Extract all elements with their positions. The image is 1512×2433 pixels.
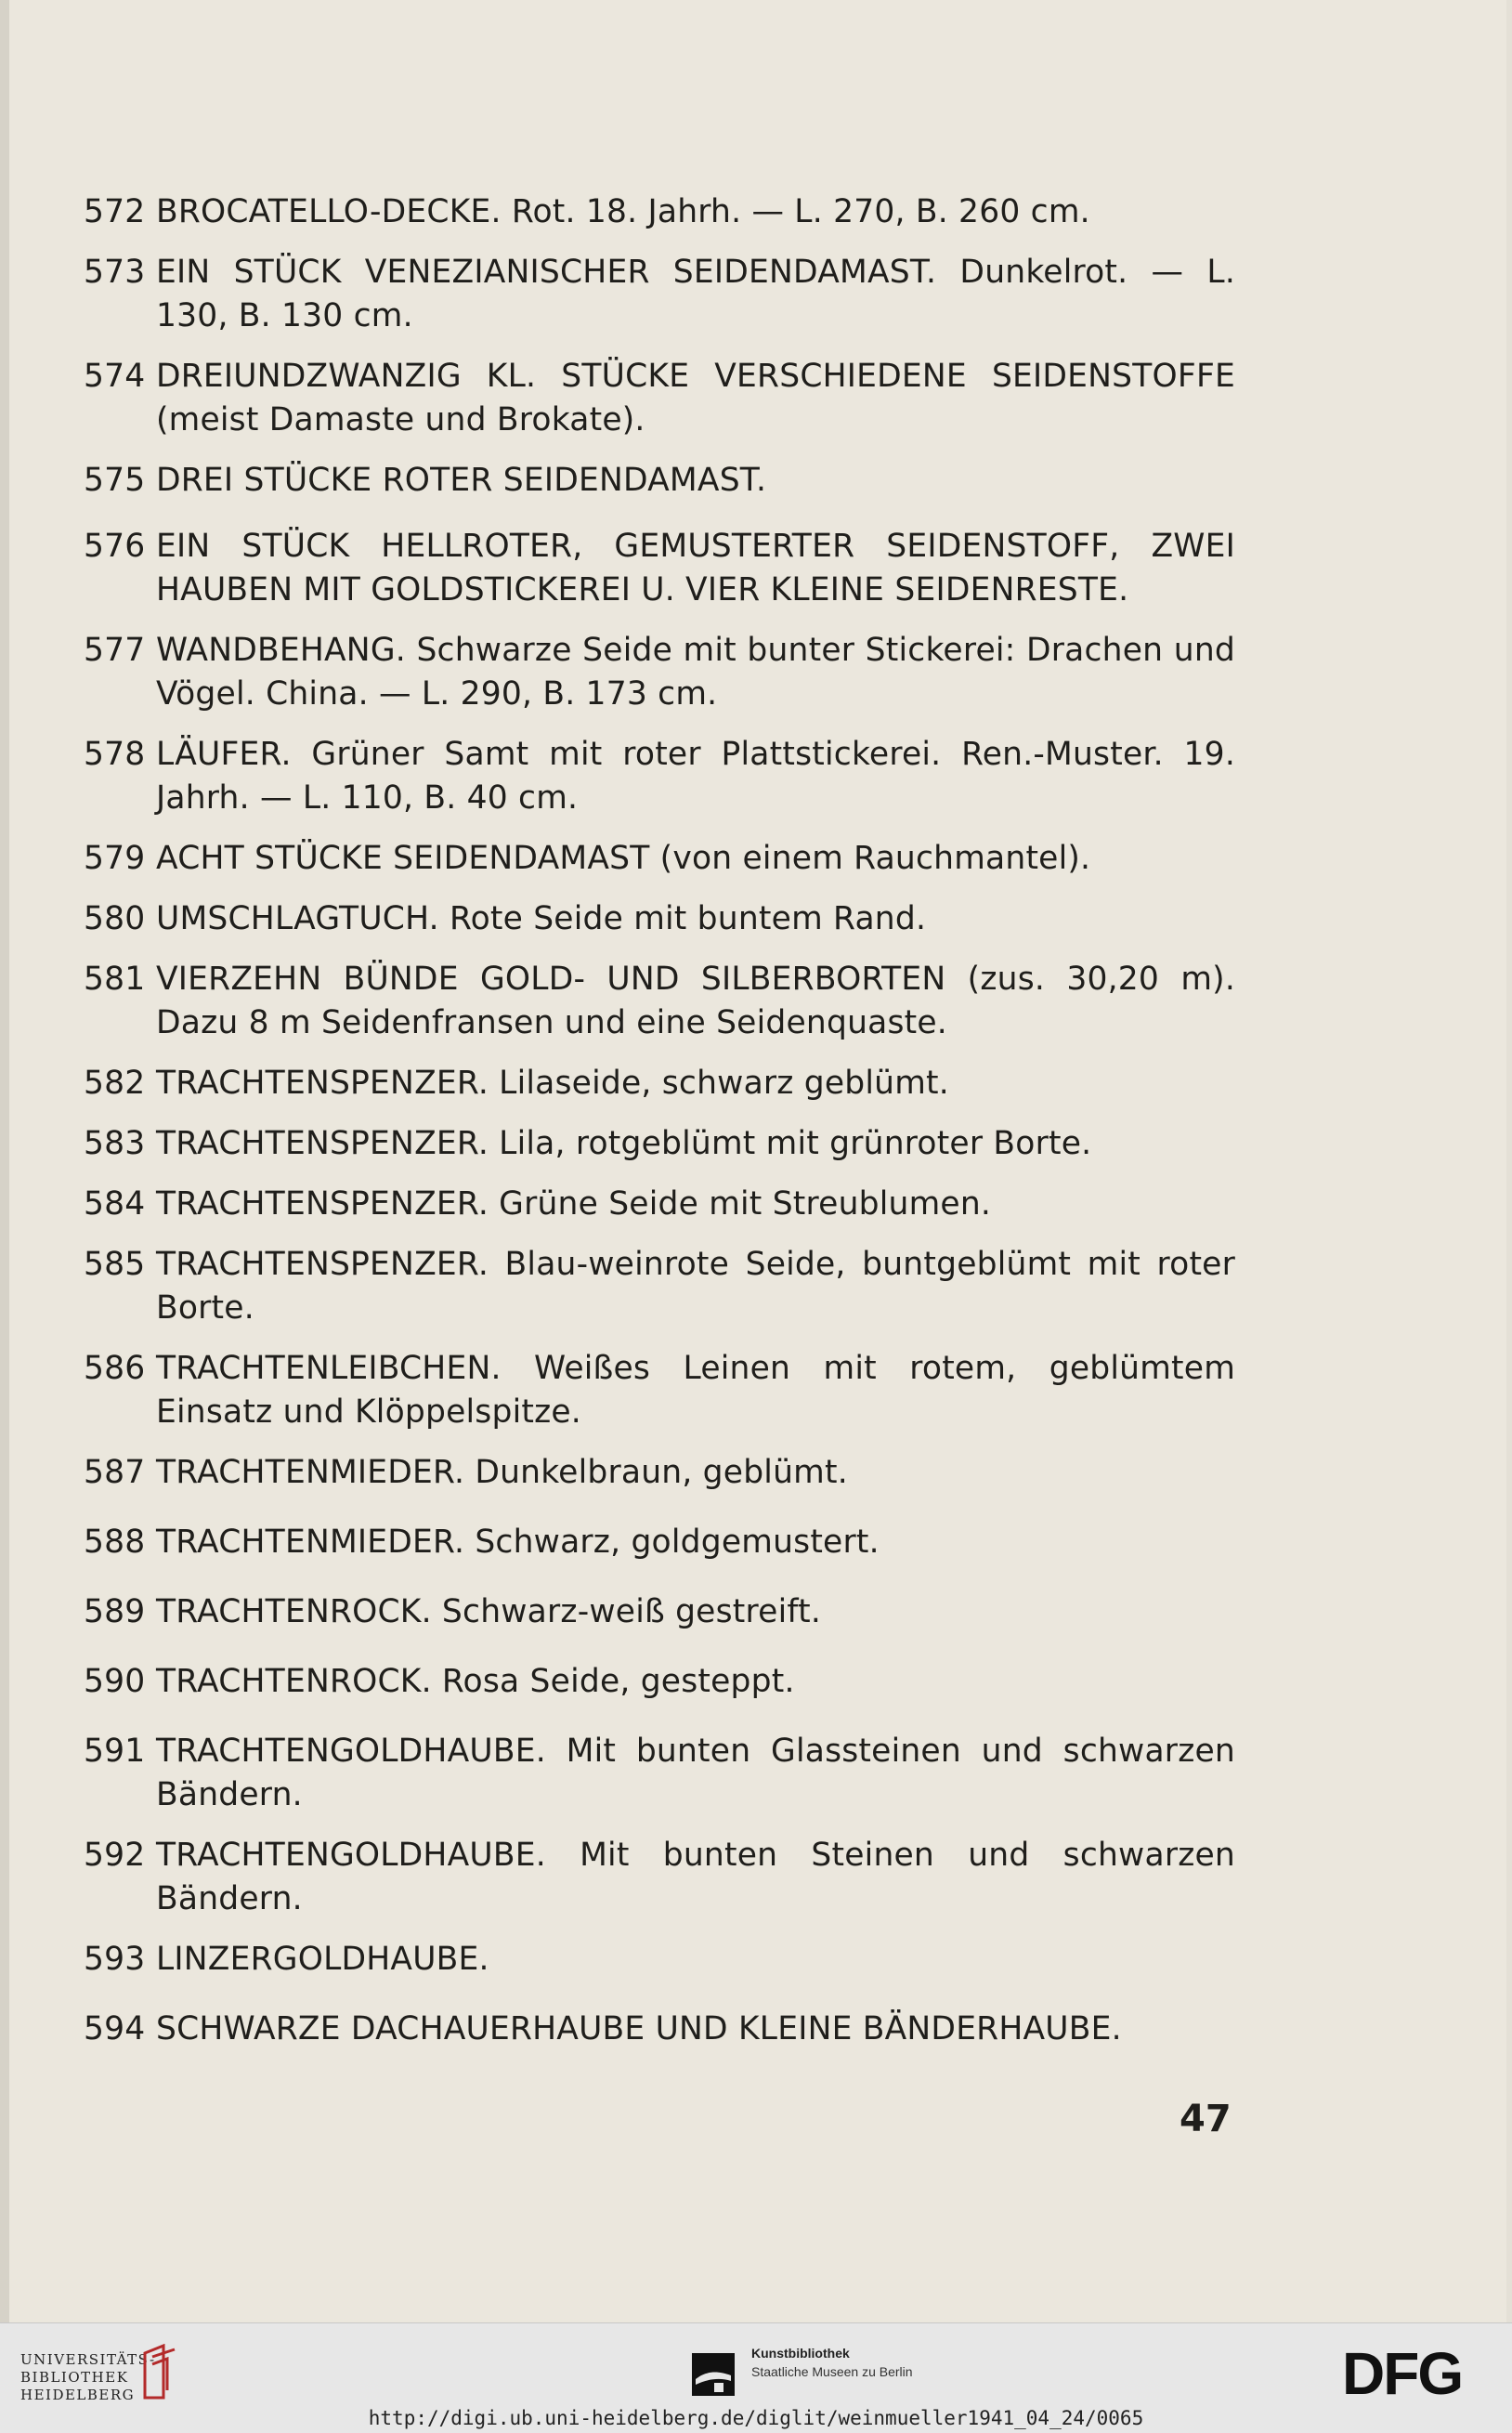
dfg-logo-text: DFG [1342, 2342, 1463, 2403]
catalog-entry [84, 190, 1235, 234]
entry-text: TRACHTENSPENZER. Grüne Seide mit Streublumen. [156, 1185, 992, 1223]
university-logo-line: BIBLIOTHEK [20, 2369, 129, 2386]
entry-number: 583 [84, 1125, 146, 1162]
entry-text: DREI STÜCKE ROTER SEIDENDAMAST. [156, 462, 767, 499]
entry-text: TRACHTENGOLDHAUBE. Mit bunten Steinen und schwarzen Bändern. [156, 1837, 1235, 1917]
entry-number: 582 [84, 1065, 146, 1102]
catalog-entry [84, 1243, 1235, 1330]
entry-number: 588 [84, 1524, 146, 1561]
dfg-logo[interactable] [1342, 2342, 1491, 2403]
entry-number: 593 [84, 1941, 146, 1978]
entry-number: 575 [84, 462, 146, 499]
catalog-entry [84, 1660, 1235, 1704]
entry-text: TRACHTENSPENZER. Blau-weinrote Seide, buntgeblümt mit roter Borte. [156, 1246, 1235, 1327]
catalog-entry [84, 1730, 1235, 1817]
entry-text: WANDBEHANG. Schwarze Seide mit bunter Stickerei: Drachen und Vögel. China. — L. 290, B. 173 cm. [156, 632, 1235, 713]
catalog-entry [84, 355, 1235, 442]
source-url-link[interactable]: http://digi.ub.uni-heidelberg.de/diglit/weinmueller1941_04_24/0065 [368, 2407, 1144, 2429]
kunstbibliothek-subtitle: Staatliche Museen zu Berlin [751, 2364, 913, 2379]
university-logo-line: UNIVERSITÄTS- [20, 2351, 156, 2368]
entry-number: 577 [84, 632, 146, 669]
entry-number: 574 [84, 358, 146, 395]
entry-text: TRACHTENMIEDER. Dunkelbraun, geblümt. [156, 1454, 848, 1491]
entry-number: 580 [84, 900, 146, 937]
catalog-entry [84, 1521, 1235, 1564]
entry-text: TRACHTENSPENZER. Lila, rotgeblümt mit grünroter Borte. [156, 1125, 1092, 1162]
catalog-entry [84, 958, 1235, 1045]
entry-number: 591 [84, 1733, 146, 1770]
entry-text: LINZERGOLDHAUBE. [156, 1941, 489, 1978]
entry-text: EIN STÜCK VENEZIANISCHER SEIDENDAMAST. Dunkelrot. — L. 130, B. 130 cm. [156, 254, 1235, 334]
entry-text: TRACHTENSPENZER. Lilaseide, schwarz geblümt. [156, 1065, 949, 1102]
entry-number: 589 [84, 1593, 146, 1630]
catalog-entry [84, 1451, 1235, 1495]
kunstbibliothek-title: Kunstbibliothek [751, 2346, 850, 2361]
entry-number: 581 [84, 961, 146, 998]
entry-text: DREIUNDZWANZIG KL. STÜCKE VERSCHIEDENE SEIDENSTOFFE (meist Damaste und Brokate). [156, 358, 1235, 438]
catalog-entry [84, 1834, 1235, 1921]
catalog-entry [84, 1183, 1235, 1226]
entry-text: UMSCHLAGTUCH. Rote Seide mit buntem Rand. [156, 900, 927, 937]
entry-number: 594 [84, 2010, 146, 2047]
entry-text: ACHT STÜCKE SEIDENDAMAST (von einem Rauchmantel). [156, 840, 1091, 877]
entry-text: TRACHTENROCK. Schwarz-weiß gestreift. [156, 1593, 821, 1630]
entry-text: BROCATELLO-DECKE. Rot. 18. Jahrh. — L. 270, B. 260 cm. [156, 193, 1090, 230]
entry-number: 572 [84, 193, 146, 230]
catalog-entry [84, 251, 1235, 338]
entry-text: VIERZEHN BÜNDE GOLD- UND SILBERBORTEN (zus. 30,20 m). Dazu 8 m Seidenfransen und eine Seidenquaste. [156, 961, 1235, 1041]
catalog-entry [84, 1590, 1235, 1634]
entry-text: LÄUFER. Grüner Samt mit roter Plattstickerei. Ren.-Muster. 19. Jahrh. — L. 110, B. 40 cm. [156, 736, 1235, 817]
catalog-entry-list [84, 190, 1235, 2051]
catalog-entry [84, 1347, 1235, 1434]
catalog-entry [84, 1938, 1235, 1982]
entry-text: TRACHTENROCK. Rosa Seide, gesteppt. [156, 1663, 795, 1700]
entry-number: 579 [84, 840, 146, 877]
entry-text: TRACHTENMIEDER. Schwarz, goldgemustert. [156, 1524, 880, 1561]
catalog-entry [84, 837, 1235, 881]
page-edge [0, 0, 9, 2322]
entry-number: 573 [84, 254, 146, 291]
entry-number: 585 [84, 1246, 146, 1283]
catalog-entry [84, 629, 1235, 716]
catalog-entry [84, 1122, 1235, 1166]
entry-text: SCHWARZE DACHAUERHAUBE UND KLEINE BÄNDERHAUBE. [156, 2010, 1122, 2047]
catalog-entry [84, 897, 1235, 941]
entry-text: TRACHTENLEIBCHEN. Weißes Leinen mit rotem, geblümtem Einsatz und Klöppelspitze. [156, 1350, 1235, 1431]
catalog-entry [84, 1062, 1235, 1105]
entry-number: 586 [84, 1350, 146, 1387]
catalog-entry [84, 2008, 1235, 2051]
entry-number: 578 [84, 736, 146, 773]
university-mark-icon [139, 2344, 180, 2401]
catalog-entry [84, 525, 1235, 612]
catalog-entry [84, 459, 1235, 503]
entry-text: EIN STÜCK HELLROTER, GEMUSTERTER SEIDENSTOFF, ZWEI HAUBEN MIT GOLDSTICKEREI U. VIER KLEINE SEIDENRESTE. [156, 528, 1235, 608]
entry-number: 587 [84, 1454, 146, 1491]
kunstbibliothek-icon [692, 2353, 735, 2396]
footer-bar [0, 2322, 1512, 2433]
university-library-logo[interactable] [20, 2351, 156, 2404]
entry-text: TRACHTENGOLDHAUBE. Mit bunten Glassteinen und schwarzen Bändern. [156, 1733, 1235, 1813]
entry-number: 576 [84, 528, 146, 565]
university-logo-line: HEIDELBERG [20, 2387, 136, 2403]
entry-number: 590 [84, 1663, 146, 1700]
catalog-entry [84, 733, 1235, 820]
entry-number: 592 [84, 1837, 146, 1874]
page-number: 47 [1180, 2098, 1232, 2140]
entry-number: 584 [84, 1185, 146, 1223]
